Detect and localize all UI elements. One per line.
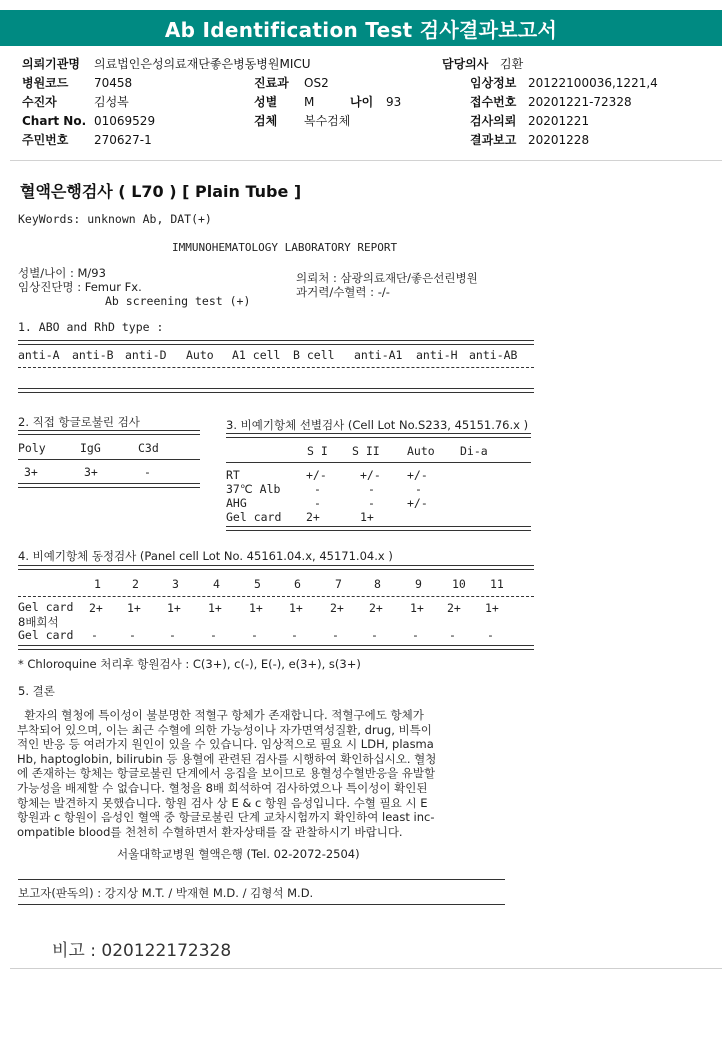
screening-value-cell: +/- xyxy=(306,468,327,482)
info-label: 병원코드 xyxy=(22,76,69,90)
info-label: 임상정보 xyxy=(470,76,517,90)
panel-cell: - xyxy=(251,628,258,642)
section-title: 혈액은행검사 ( L70 ) [ Plain Tube ] xyxy=(20,182,302,201)
panel-column-header: 8 xyxy=(374,577,381,591)
double-rule xyxy=(18,430,200,435)
screening-header-cell: S I xyxy=(307,444,328,458)
info-value: OS2 xyxy=(304,75,329,90)
info-label: 성별 xyxy=(254,95,278,109)
dat-header-cell: Poly xyxy=(18,441,46,455)
info-value: 20122100036,1221,4 xyxy=(528,75,658,90)
conclusion-title: 5. 결론 xyxy=(18,684,55,698)
info-row xyxy=(22,73,712,92)
screening-value-cell: +/- xyxy=(407,496,428,510)
panel-cell: - xyxy=(169,628,176,642)
panel-column-header: 2 xyxy=(132,577,139,591)
screening-value-cell: 2+ xyxy=(306,510,320,524)
panel-cell: 2+ xyxy=(447,601,461,615)
panel-cell: - xyxy=(129,628,136,642)
age-value: 93 xyxy=(386,94,402,109)
info-row xyxy=(22,54,712,73)
info-value: 20201221-72328 xyxy=(528,94,632,109)
divider xyxy=(10,160,722,161)
panel-cell: - xyxy=(412,628,419,642)
remark: 비고 : 020122172328 xyxy=(52,941,232,961)
info-label: Chart No. xyxy=(22,113,87,128)
double-rule xyxy=(18,483,200,488)
panel-cell: 1+ xyxy=(208,601,222,615)
abo-section-title: 1. ABO and RhD type : xyxy=(18,320,164,334)
panel-column-header: 10 xyxy=(452,577,466,591)
dashed-rule xyxy=(18,367,534,368)
panel-cell: - xyxy=(210,628,217,642)
hospital-contact: 서울대학교병원 혈액은행 (Tel. 02-2072-2504) xyxy=(117,847,360,861)
panel-row-label: Gel card xyxy=(18,628,74,642)
screening-value-cell: +/- xyxy=(360,468,381,482)
abo-header-cell: A1 cell xyxy=(232,348,281,362)
rule xyxy=(18,459,200,460)
info-label: 의뢰기관명 xyxy=(22,57,80,71)
panel-row-label: 8배희석 xyxy=(18,615,59,629)
reporters: 보고자(판독의) : 강지상 M.T. / 박재현 M.D. / 김형석 M.D. xyxy=(18,886,314,900)
rule xyxy=(18,904,505,905)
panel-cell: 1+ xyxy=(127,601,141,615)
screening-row-label: 37℃ Alb xyxy=(226,482,281,496)
panel-cell: 1+ xyxy=(289,601,303,615)
info-value: 김환 xyxy=(500,57,524,71)
dat-header-cell: IgG xyxy=(80,441,101,455)
panel-column-header: 9 xyxy=(415,577,422,591)
screening-value-cell: - xyxy=(314,496,321,510)
screening-value-cell: +/- xyxy=(407,468,428,482)
screening-value-cell: - xyxy=(368,496,375,510)
panel-row-label: Gel card xyxy=(18,600,74,614)
panel-column-header: 6 xyxy=(294,577,301,591)
panel-cell: 2+ xyxy=(89,601,103,615)
screening-value-cell: - xyxy=(415,482,422,496)
keywords: KeyWords: unknown Ab, DAT(+) xyxy=(18,212,212,226)
requester: 의뢰처 : 삼광의료재단/좋은선린병원 xyxy=(296,271,478,285)
screening-header-cell: Auto xyxy=(407,444,435,458)
panel-section-title: 4. 비예기항체 동정검사 (Panel cell Lot No. 45161.04.x, 45171.04.x ) xyxy=(18,549,393,563)
screening-row-label: AHG xyxy=(226,496,247,510)
screening-row-label: RT xyxy=(226,468,240,482)
panel-column-header: 5 xyxy=(254,577,261,591)
panel-column-header: 1 xyxy=(94,577,101,591)
abo-header-cell: Auto xyxy=(186,348,214,362)
info-value: 복수검체 xyxy=(304,114,351,128)
abo-header-cell: anti-AB xyxy=(469,348,518,362)
info-label: 접수번호 xyxy=(470,95,517,109)
abo-header-cell: anti-D xyxy=(125,348,167,362)
chloroquine-result: * Chloroquine 처리후 항원검사 : C(3+), c(-), E(-), e(3+), s(3+) xyxy=(18,657,361,671)
screening-row-label: Gel card xyxy=(226,510,282,524)
info-label: 수진자 xyxy=(22,95,57,109)
conclusion-text: 환자의 혈청에 특이성이 불분명한 적혈구 항체가 존재합니다. 적혈구에도 항체가 부착되어 있으며, 이는 최근 수혈에 의한 가능성이나 자가면역성질환, drug, 비특이 적인 반응 등 여러가지 원인이 있을 수 있습니다. 임상적으로 필요 시 LDH, plasma Hb, haptoglobin, bilirubin 등 용혈에 관련된 검사를 시행하여 확인하십시오. 혈청 에 존재하는 항체는 항글로불린 단계에서 응집을 보이므로 용혈성수혈반응을 유발할 가능성을 배제할 수 없습니다. 혈청을 8배 희석하여 검사하였으나 특이성이 확인된 항체는 발견하지 못했습니다. 항원 검사 상 E & c 항원 음성입니다. 수혈 필요 시 E 항원과 c 항원이 음성인 혈액 중 항글로불린 단계 교차시험까지 확인하여 least inc- ompatible blood를 천천히 수혈하면서 환자상태를 잘 관찰하시기 바랍니다. xyxy=(17,708,437,839)
dat-header-cell: C3d xyxy=(138,441,159,455)
info-value: M xyxy=(304,94,315,109)
panel-cell: - xyxy=(332,628,339,642)
double-rule xyxy=(226,433,531,438)
info-row xyxy=(22,130,712,149)
report-title-bar xyxy=(0,10,722,46)
info-value: 의료법인은성의료재단좋은병동병원MICU xyxy=(94,57,311,71)
age-label: 나이 xyxy=(350,95,374,109)
panel-cell: 2+ xyxy=(330,601,344,615)
info-label: 담당의사 xyxy=(442,57,489,71)
double-rule xyxy=(18,340,534,345)
diagnosis: 임상진단명 : Femur Fx. xyxy=(18,280,142,294)
dat-value-cell: 3+ xyxy=(24,465,38,479)
abo-header-cell: anti-A xyxy=(18,348,60,362)
dat-section-title: 2. 직접 항글로불린 검사 xyxy=(18,415,140,429)
panel-cell: 1+ xyxy=(485,601,499,615)
panel-cell: - xyxy=(91,628,98,642)
sex-age: 성별/나이 : M/93 xyxy=(18,266,106,280)
lab-report-title: IMMUNOHEMATOLOGY LABORATORY REPORT xyxy=(172,241,398,254)
diagnosis-detail: Ab screening test (+) xyxy=(105,294,251,308)
patient-info-block xyxy=(22,54,712,149)
abo-header-cell: anti-H xyxy=(416,348,458,362)
screening-value-cell: 1+ xyxy=(360,510,374,524)
panel-cell: - xyxy=(291,628,298,642)
screening-header-cell: S II xyxy=(352,444,380,458)
info-label: 검체 xyxy=(254,114,278,128)
panel-cell: 2+ xyxy=(369,601,383,615)
report-title: Ab Identification Test 검사결과보고서 xyxy=(164,17,558,42)
info-value: 김성복 xyxy=(94,95,129,109)
info-label: 검사의뢰 xyxy=(470,114,517,128)
panel-cell: 1+ xyxy=(249,601,263,615)
panel-cell: - xyxy=(487,628,494,642)
panel-cell: 1+ xyxy=(167,601,181,615)
double-rule xyxy=(18,388,534,393)
screening-value-cell: - xyxy=(314,482,321,496)
abo-header-cell: B cell xyxy=(293,348,335,362)
panel-cell: - xyxy=(371,628,378,642)
info-label: 진료과 xyxy=(254,76,289,90)
double-rule xyxy=(18,645,534,650)
abo-header-cell: anti-B xyxy=(72,348,114,362)
info-row xyxy=(22,92,712,111)
double-rule xyxy=(226,526,531,531)
screening-section-title: 3. 비예기항체 선별검사 (Cell Lot No.S233, 45151.76.x ) xyxy=(226,418,529,432)
dat-value-cell: - xyxy=(144,465,151,479)
info-row xyxy=(22,111,712,130)
info-value: 70458 xyxy=(94,75,133,90)
info-label: 결과보고 xyxy=(470,133,517,147)
dat-value-cell: 3+ xyxy=(84,465,98,479)
abo-header-cell: anti-A1 xyxy=(354,348,403,362)
panel-column-header: 11 xyxy=(490,577,504,591)
panel-cell: - xyxy=(449,628,456,642)
panel-column-header: 4 xyxy=(213,577,220,591)
panel-cell: 1+ xyxy=(410,601,424,615)
panel-column-header: 7 xyxy=(335,577,342,591)
screening-header-cell: Di-a xyxy=(460,444,488,458)
info-value: 20201221 xyxy=(528,113,590,128)
panel-column-header: 3 xyxy=(172,577,179,591)
rule xyxy=(226,462,531,463)
dashed-rule xyxy=(18,596,534,597)
history: 과거력/수혈력 : -/- xyxy=(296,285,390,299)
info-value: 270627-1 xyxy=(94,132,152,147)
info-label: 주민번호 xyxy=(22,133,69,147)
double-rule xyxy=(18,565,534,570)
info-value: 01069529 xyxy=(94,113,156,128)
screening-value-cell: - xyxy=(368,482,375,496)
info-value: 20201228 xyxy=(528,132,590,147)
rule xyxy=(18,879,505,880)
divider xyxy=(10,968,722,969)
